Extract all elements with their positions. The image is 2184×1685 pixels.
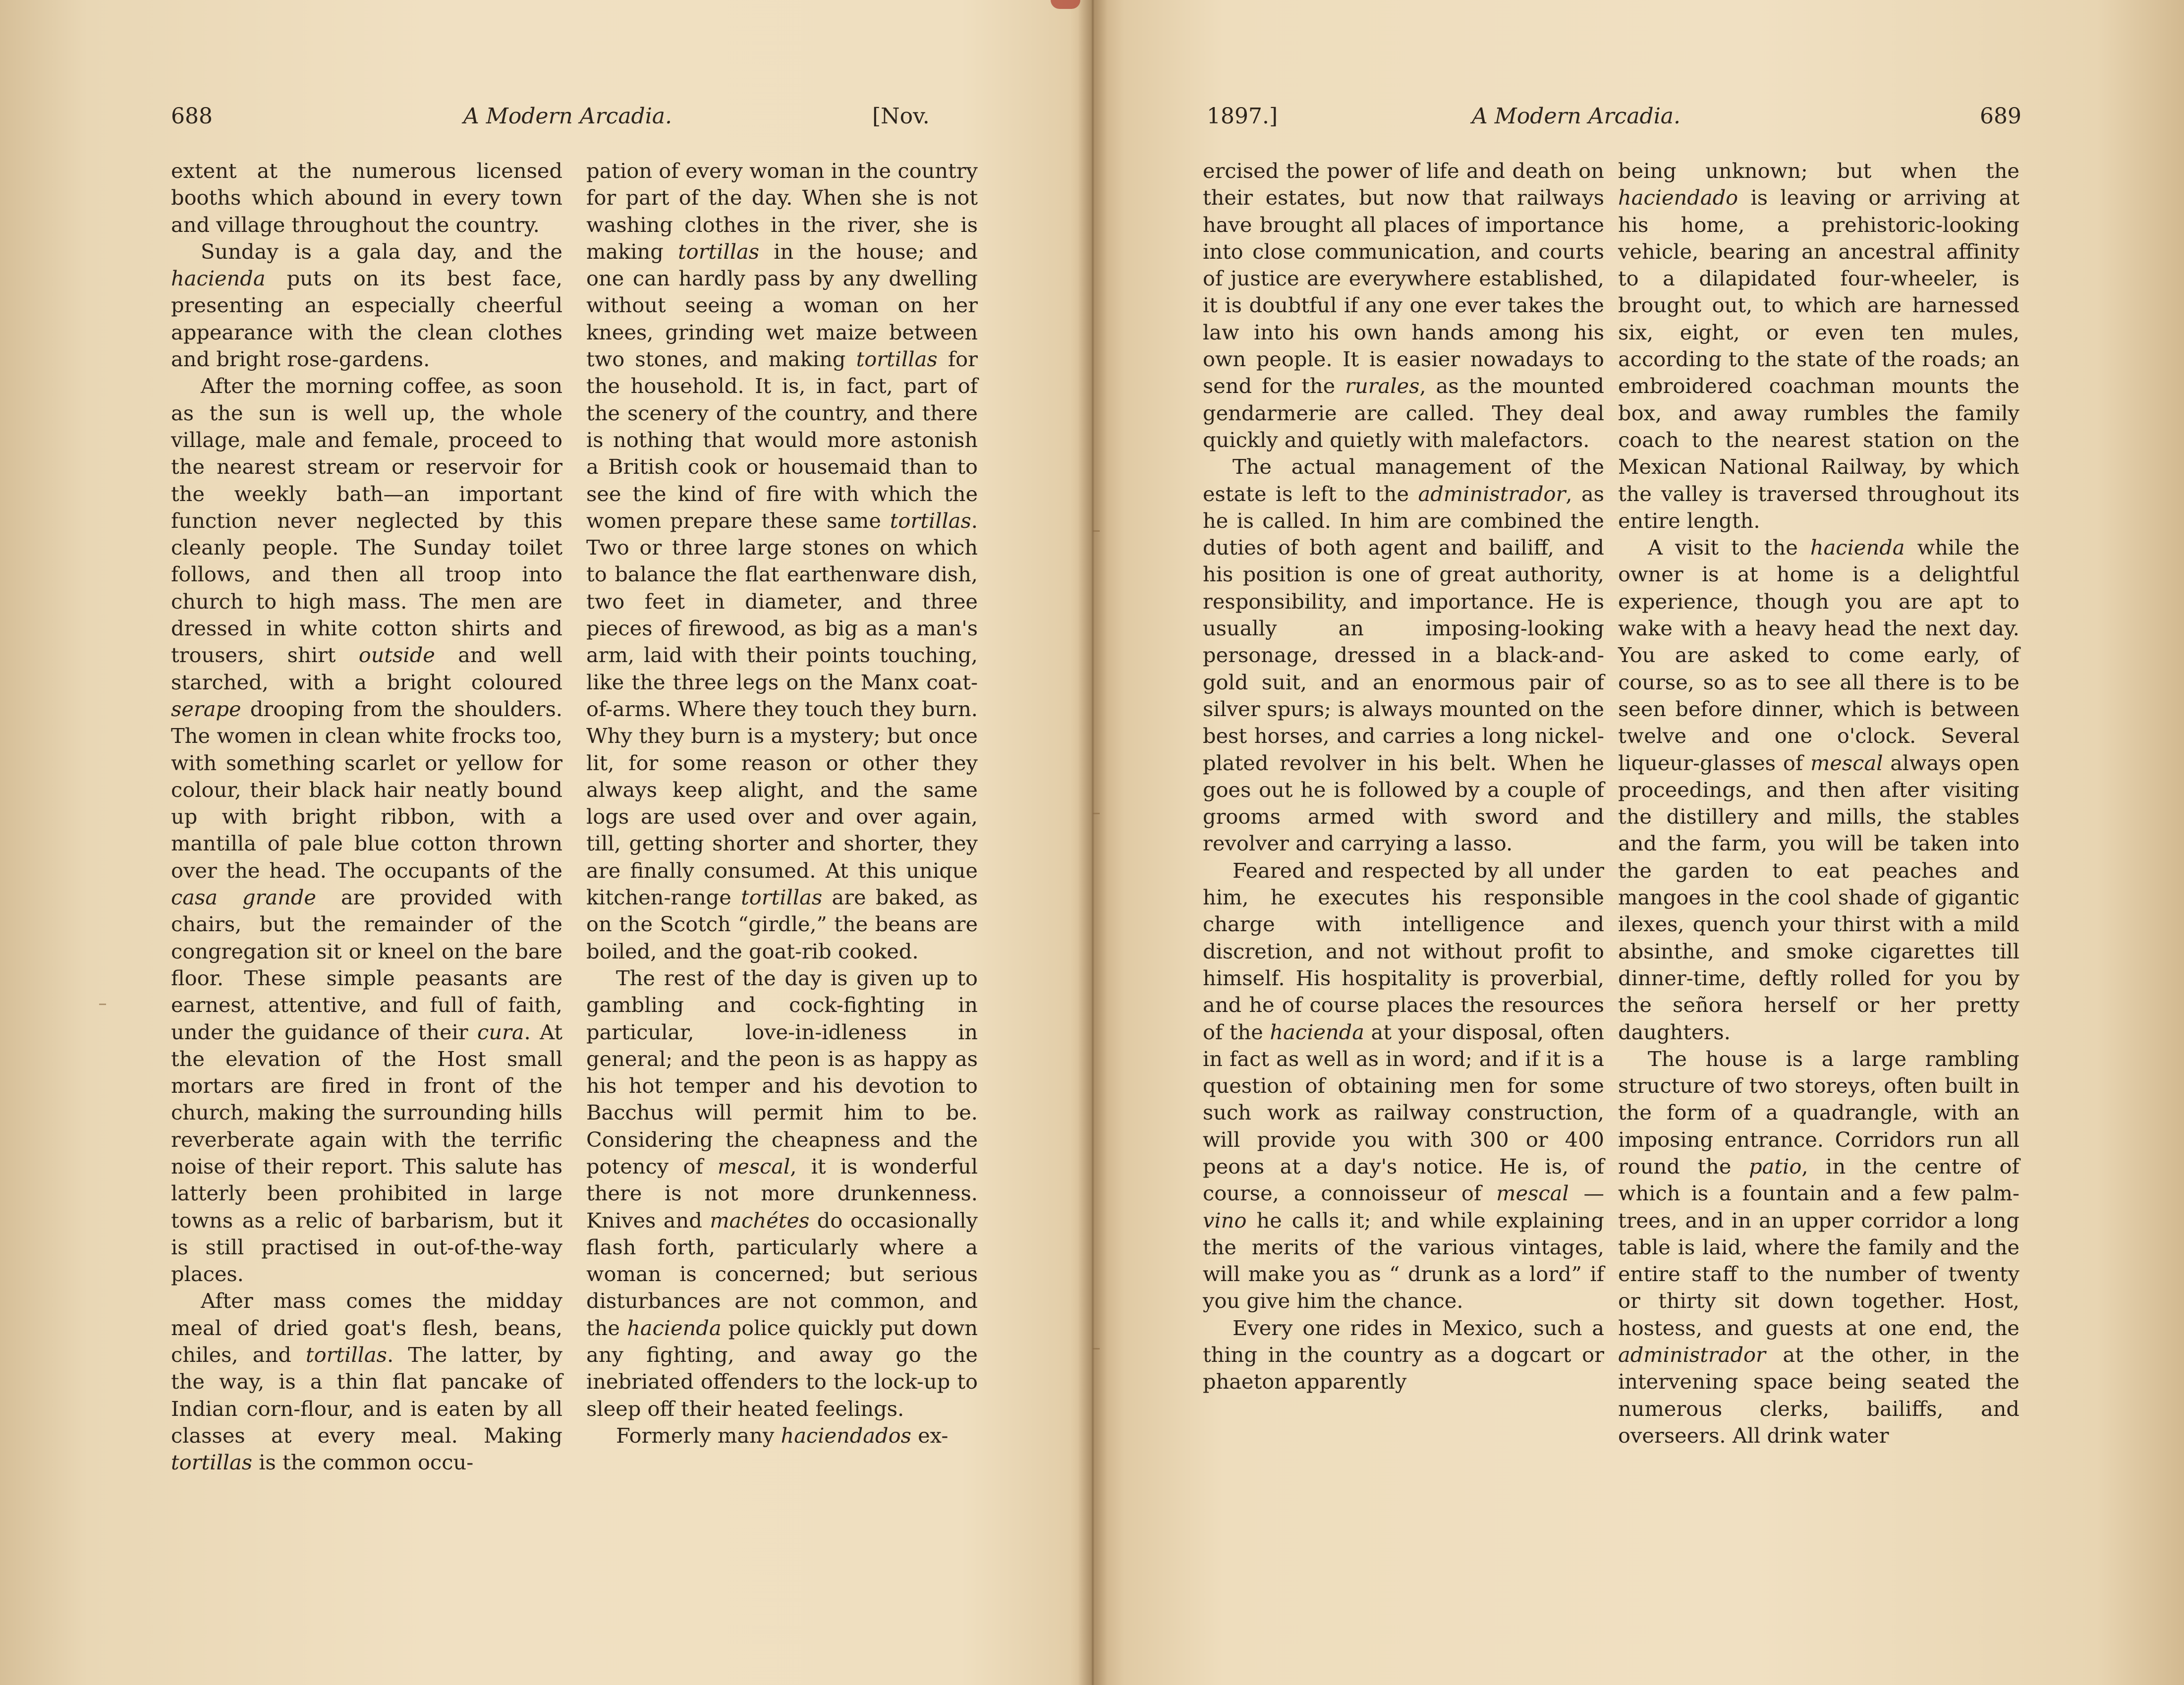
right-column-2 bbox=[1618, 158, 2019, 1449]
left-running-header bbox=[0, 102, 1093, 131]
paragraph: The house is a large rambling structure of two storeys, often built in the form of a quadrangle, with an imposing entrance. Corridors run all round the patio, in the centre of which is a fountain and a few palm-trees, and in an upper corridor a long table is laid, where the family and the entire staff to the number of twenty or thirty sit down together. Host, hostess, and guests at one end, the administrador at the other, in the intervening space being seated the numerous clerks, bailiffs, and overseers. All drink water bbox=[1618, 1046, 2019, 1448]
paragraph: pation of every woman in the country for part of the day. When she is not washing clothes in the river, she is making tortillas in the house; and one can hardly pass by any dwelling without seeing a woman on her knees, grinding wet maize between two stones, and making tortillas for the household. It is, in fact, part of the scenery of the country, and there is nothing that would more astonish a British cook or housemaid than to see the kind of fire with which the women prepare these same tortillas. Two or three large stones on which to balance the flat earthenware dish, two feet in diameter, and three pieces of firewood, as big as a man's arm, laid with their points touching, like the three legs on the Manx coat-of-arms. Where they touch they burn. Why they burn is a mystery; but once lit, for some reason or other they always keep alight, and the same logs are used over and over again, till, getting shorter and shorter, they are finally consumed. At this unique kitchen-range tortillas are baked, as on the Scotch “girdle,” the beans are boiled, and the goat-rib cooked. bbox=[586, 159, 978, 963]
left-page-number: 688 bbox=[171, 104, 213, 129]
paragraph: extent at the numerous licensed booths which abound in every town and village throughout the country. bbox=[171, 159, 562, 237]
left-header-date: [Nov. bbox=[872, 104, 930, 129]
paragraph: Formerly many haciendados ex- bbox=[616, 1423, 949, 1448]
right-page-number: 689 bbox=[1980, 104, 2021, 129]
margin-mark bbox=[1093, 813, 1100, 814]
right-running-title: A Modern Arcadia. bbox=[1472, 104, 1681, 129]
right-header-date: 1897.] bbox=[1207, 104, 1278, 129]
left-column-2 bbox=[586, 158, 978, 1449]
paragraph: The actual management of the estate is left to the administrador, as he is called. In him are combined the duties of both agent and bailiff, and his position is one of great authority, responsibility, and importance. He is usually an imposing-looking personage, dressed in a black-and-gold suit, and an enormous pair of silver spurs; is always mounted on the best horses, and carries a long nickel-plated revolver in his belt. When he goes out he is followed by a couple of grooms armed with sword and revolver and carrying a lasso. bbox=[1203, 454, 1604, 856]
left-running-title: A Modern Arcadia. bbox=[463, 104, 672, 129]
paragraph: Sunday is a gala day, and the hacienda puts on its best face, presenting an especially cheerful appearance with the clean clothes and bright rose-gardens. bbox=[171, 239, 562, 372]
left-column-1 bbox=[171, 158, 562, 1476]
margin-mark bbox=[99, 1004, 106, 1005]
right-running-header bbox=[1093, 102, 2184, 131]
paragraph: A visit to the hacienda while the owner is at home is a delightful experience, though you are apt to wake with a heavy head the next day. You are asked to come early, of course, so as to see all there is to be seen before dinner, which is between twelve and one o'clock. Several liqueur-glasses of mescal always open proceedings, and then after visiting the distillery and mills, the stables and the farm, you will be taken into the garden to eat peaches and mangoes in the cool shade of gigantic ilexes, quench your thirst with a mild absinthe, and smoke cigarettes till dinner-time, deftly rolled for you by the señora herself or her pretty daughters. bbox=[1618, 535, 2020, 1044]
right-column-1 bbox=[1203, 158, 1604, 1396]
margin-mark bbox=[1093, 1348, 1100, 1349]
paragraph: After mass comes the midday meal of dried goat's flesh, beans, chiles, and tortillas. The latter, by the way, is a thin flat pancake of Indian corn-flour, and is eaten by all classes at every meal. Making tortillas is the common occu- bbox=[171, 1289, 562, 1475]
margin-mark bbox=[1093, 530, 1100, 532]
right-page bbox=[1093, 0, 2184, 1685]
paragraph: After the morning coffee, as soon as the sun is well up, the whole village, male and female, proceed to the nearest stream or reservoir for the weekly bath—an important function never neglected by this cleanly people. The Sunday toilet follows, and then all troop into church to high mass. The men are dressed in white cotton shirts and trousers, shirt outside and well starched, with a bright coloured serape drooping from the shoulders. The women in clean white frocks too, with something scarlet or yellow for colour, their black hair neatly bound up with bright ribbon, with a mantilla of pale blue cotton thrown over the head. The occupants of the casa grande are provided with chairs, but the remainder of the congregation sit or kneel on the bare floor. These simple peasants are earnest, attentive, and full of faith, under the guidance of their cura. At the elevation of the Host small mortars are fired in front of the church, making the surrounding hills reverberate again with the terrific noise of their report. This salute has latterly been prohibited in large towns as a relic of barbarism, but it is still practised in out-of-the-way places. bbox=[171, 374, 562, 1287]
paragraph: Every one rides in Mexico, such a thing in the country as a dogcart or phaeton apparently bbox=[1203, 1315, 1604, 1394]
paragraph: being unknown; but when the haciendado is leaving or arriving at his home, a prehistoric-looking vehicle, bearing an ancestral affinity to a dilapidated four-wheeler, is brought out, to which are harnessed six, eight, or even ten mules, according to the state of the roads; an embroidered coachman mounts the box, and away rumbles the family coach to the nearest station on the Mexican National Railway, by which the valley is traversed throughout its entire length. bbox=[1618, 159, 2019, 533]
paragraph: Feared and respected by all under him, he executes his responsible charge with intelligence and discretion, and not without profit to himself. His hospitality is proverbial, and he of course places the resources of the hacienda at your disposal, often in fact as well as in word; and if it is a question of obtaining men for some such work as railway construction, will provide you with 300 or 400 peons at a day's notice. He is, of course, a connoisseur of mescal — vino he calls it; and while explaining the merits of the various vintages, will make you as “ drunk as a lord” if you give him the chance. bbox=[1203, 858, 1604, 1313]
paragraph: ercised the power of life and death on their estates, but now that railways have brought all places of importance into close communication, and courts of justice are everywhere established, it is doubtful if any one ever takes the law into his own hands among his own people. It is easier nowadays to send for the rurales, as the mounted gendarmerie are called. They deal quickly and quietly with malefactors. bbox=[1203, 159, 1604, 452]
paragraph: The rest of the day is given up to gambling and cock-fighting in particular, love-in-idleness in general; and the peon is as happy as his hot temper and his devotion to Bacchus will permit him to be. Considering the cheapness and the potency of mescal, it is wonderful there is not more drunkenness. Knives and machétes do occasionally flash forth, particularly where a woman is concerned; but serious disturbances are not common, and the hacienda police quickly put down any fighting, and away go the inebriated offenders to the lock-up to sleep off their heated feelings. bbox=[586, 965, 978, 1421]
